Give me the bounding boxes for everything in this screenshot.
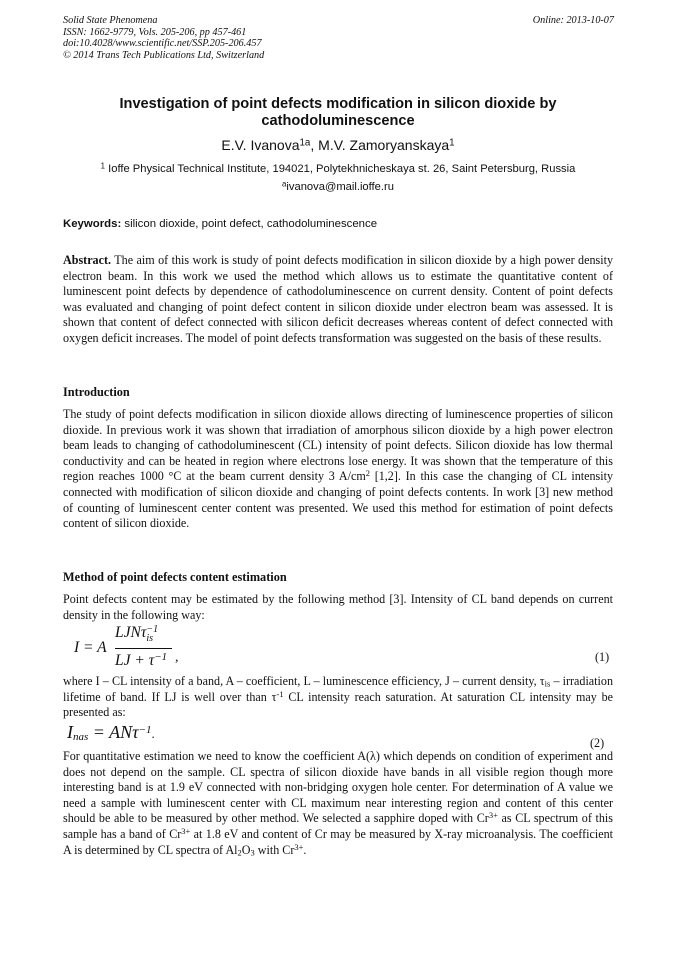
superscript: 2	[365, 468, 370, 479]
equation-2	[67, 722, 247, 748]
affiliation	[63, 163, 613, 175]
eq2-trail: .	[151, 726, 155, 741]
method-text: where I – CL intensity of a band, A – coefficient, L – luminescence efficiency, J – current density, τ	[63, 674, 545, 688]
eq1-num-text: LJNτ	[115, 624, 147, 641]
keywords-text: silicon dioxide, point defect, cathodoluminescence	[121, 218, 378, 230]
section-heading-method: Method of point defects content estimation	[63, 570, 287, 584]
eq1-den-text: LJ + τ	[115, 652, 155, 669]
eq2-lhs-sub: nas	[73, 731, 89, 744]
method-text: with Cr	[254, 842, 295, 857]
doi-line: doi:10.4028/www.scientific.net/SSP.205-206.457	[63, 38, 262, 49]
eq1-num-sup: −1	[146, 624, 159, 635]
journal-name: Solid State Phenomena	[63, 15, 158, 26]
author-name: E.V. Ivanova	[221, 137, 300, 153]
affiliation-text: Ioffe Physical Technical Institute, 194021, Polytekhnicheskaya st. 26, Saint Petersburg, Russia	[105, 163, 576, 175]
author-line	[63, 137, 613, 153]
subscript: 3	[250, 847, 255, 858]
author-sup: 1	[449, 137, 455, 149]
method-text: CL intensity reach saturation. At saturation CL intensity may be presented as:	[63, 689, 613, 720]
eq2-lhs: I	[67, 722, 73, 742]
email-sup: a	[282, 179, 287, 189]
author-sup: 1a	[299, 137, 311, 149]
keywords-label: Keywords:	[63, 218, 122, 230]
eq1-trail: ,	[175, 650, 179, 665]
subscript: is	[544, 678, 551, 689]
subscript: 2	[237, 847, 242, 858]
abstract-label: Abstract.	[63, 253, 112, 267]
equation-2-number: (2)	[590, 736, 605, 750]
keywords	[63, 218, 615, 230]
introduction-text: The study of point defects modification in silicon dioxide allows directing of luminescence properties of silicon dioxide. In previous work it was shown that irradiation of amorphous silicon dioxide by a high power electron beam leads to changing of cathodoluminescent (CL) intensity of point defects. Silicon dioxide has low thermal conductivity and can be heated in region where electrons lose energy. It was shown that the temperature of this region reaches 1000 °C at the beam current density 3 A/cm	[63, 407, 613, 484]
superscript: -1	[276, 688, 284, 699]
online-date: Online: 2013-10-07	[532, 15, 614, 26]
introduction-text: [1,2]. In this case the changing of CL intensity connected with modification of silicon dioxide and changing of point defects contents. In work [3] new method of counting of luminescent center content was presented. We used this method for estimation of point defects content of silicon dioxide.	[63, 469, 613, 531]
issn-line: ISSN: 1662-9779, Vols. 205-206, pp 457-461	[63, 26, 247, 38]
method-text: For quantitative estimation we need to know the coefficient A(λ) which depends on condition of experiment and does not depend on the sample. CL spectra of silicon dioxide have bands in all visible region though more interesting band is at 1.9 eV connected with non-bridging oxygen hole center. For determination of A value we need a sample with luminescent center with CL maximum near interesting region and content of this center should be able to be measured by other method. We selected a sapphire doped with Cr	[63, 749, 613, 826]
equation-1-number: (1)	[595, 650, 610, 664]
method-text: O	[241, 842, 251, 857]
author-name: M.V. Zamoryanskaya	[318, 137, 450, 153]
paper-title: Investigation of point defects modification in silicon dioxide by cathodoluminescence	[119, 96, 557, 129]
superscript: 3+	[181, 826, 191, 837]
author-email	[63, 181, 613, 193]
abstract-paragraph	[63, 253, 613, 347]
eq1-lhs: I = A	[74, 639, 107, 656]
method-paragraph-3	[63, 749, 613, 858]
method-text: .	[303, 842, 307, 857]
method-text: – irradiation lifetime of band. If LJ is well over than τ	[63, 674, 613, 704]
email-link[interactable]: ivanova@mail.ioffe.ru	[286, 181, 394, 193]
eq1-numerator	[115, 624, 158, 643]
superscript: 3+	[488, 810, 498, 821]
eq2-formula	[67, 722, 155, 742]
journal-header	[63, 15, 264, 61]
abstract-text: The aim of this work is study of point defects modification in silicon dioxide by a high power density electron beam. In this work we used the method which allows us to estimate the quantitative content of luminescent point defects by dependence of cathodoluminescence on current density. Content of point defects was evaluated and changing of point defect content in silicon dioxide under electron beam was assessed. It is shown that content of defect connected with silicon deficit decreases whereas content of defect connected with oxygen deficit increases. The model of point defects transformation was suggested on the basis of these results.	[63, 253, 613, 345]
section-heading-introduction: Introduction	[63, 385, 130, 399]
method-paragraph-1: Point defects content may be estimated by the following method [3]. Intensity of CL band depends on current density in the following way:	[63, 592, 613, 622]
method-text: as CL spectrum of this sample has a band of Cr	[63, 811, 613, 841]
eq1-den-sup: −1	[154, 651, 168, 664]
eq1-num-sub: is	[146, 633, 154, 644]
author-separator: ,	[310, 137, 319, 153]
method-text: at 1.8 eV and content of Cr may be measured by X-ray microanalysis. The coefficient A is determined by CL spectra of Al	[63, 826, 613, 857]
introduction-paragraph	[63, 407, 613, 532]
superscript: 3+	[294, 841, 304, 852]
affiliation-sup: 1	[100, 161, 105, 171]
method-paragraph-2	[63, 674, 613, 721]
eq2-rhs: = ANτ	[88, 722, 139, 742]
equation-1	[74, 620, 274, 676]
copyright-line: © 2014 Trans Tech Publications Ltd, Switzerland	[63, 49, 265, 61]
fraction-bar	[115, 648, 172, 649]
eq1-denominator	[115, 652, 167, 670]
eq2-rhs-sup: −1	[138, 724, 152, 737]
